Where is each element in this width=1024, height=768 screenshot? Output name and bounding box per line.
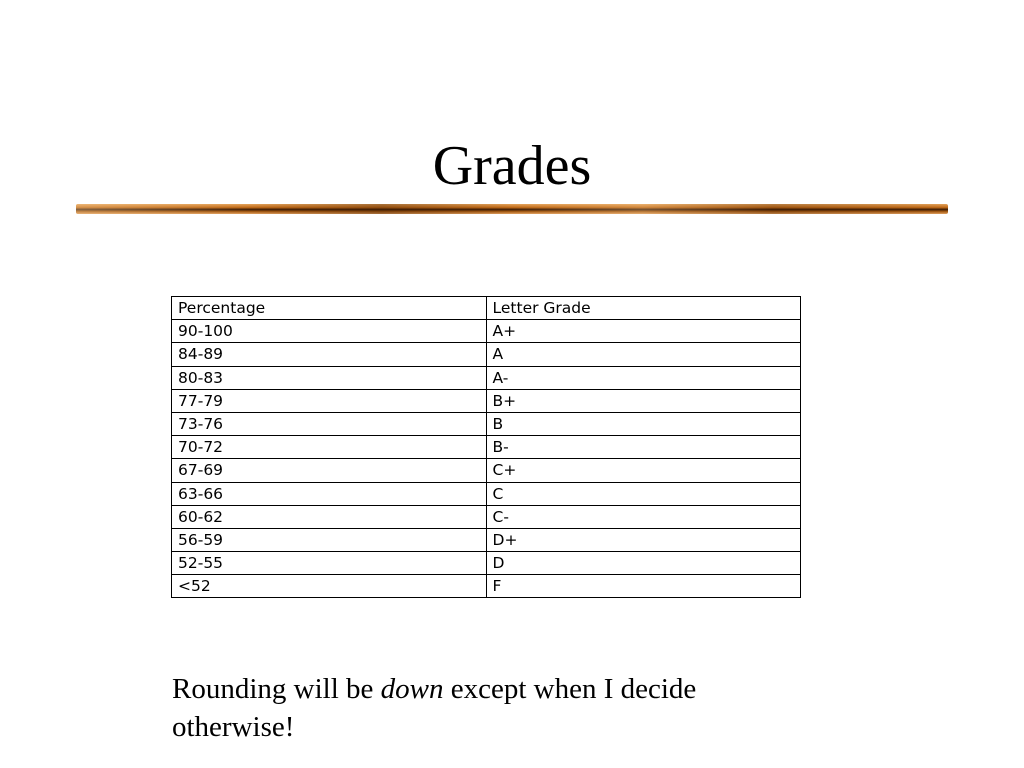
table-row bbox=[172, 575, 801, 598]
letter-grade-cell: A+ bbox=[486, 320, 800, 343]
letter-grade-cell: C+ bbox=[486, 459, 800, 482]
header-percentage: Percentage bbox=[172, 297, 487, 320]
table-row bbox=[172, 389, 801, 412]
table-row bbox=[172, 412, 801, 435]
percentage-cell: 77-79 bbox=[172, 389, 487, 412]
table-header-row bbox=[172, 297, 801, 320]
table-row bbox=[172, 505, 801, 528]
slide-title: Grades bbox=[432, 135, 592, 197]
note-text-before: Rounding will be bbox=[172, 673, 381, 705]
letter-grade-cell: A- bbox=[486, 366, 800, 389]
percentage-cell: 56-59 bbox=[172, 528, 487, 551]
percentage-cell: 70-72 bbox=[172, 436, 487, 459]
table-row bbox=[172, 552, 801, 575]
percentage-cell: 84-89 bbox=[172, 343, 487, 366]
letter-grade-cell: B bbox=[486, 412, 800, 435]
percentage-cell: 80-83 bbox=[172, 366, 487, 389]
table-row bbox=[172, 482, 801, 505]
letter-grade-cell: C- bbox=[486, 505, 800, 528]
letter-grade-cell: B+ bbox=[486, 389, 800, 412]
percentage-cell: 90-100 bbox=[172, 320, 487, 343]
table-row bbox=[172, 343, 801, 366]
table-row bbox=[172, 366, 801, 389]
title-divider bbox=[76, 204, 948, 214]
letter-grade-cell: A bbox=[486, 343, 800, 366]
percentage-cell: 60-62 bbox=[172, 505, 487, 528]
percentage-cell: 73-76 bbox=[172, 412, 487, 435]
rounding-note bbox=[172, 670, 732, 746]
letter-grade-cell: C bbox=[486, 482, 800, 505]
note-text-after: except when I decide otherwise! bbox=[172, 673, 697, 743]
table-row bbox=[172, 528, 801, 551]
percentage-cell: 67-69 bbox=[172, 459, 487, 482]
table-row bbox=[172, 459, 801, 482]
letter-grade-cell: B- bbox=[486, 436, 800, 459]
percentage-cell: 52-55 bbox=[172, 552, 487, 575]
grade-table bbox=[171, 296, 801, 598]
table-row bbox=[172, 436, 801, 459]
letter-grade-cell: D bbox=[486, 552, 800, 575]
table-row bbox=[172, 320, 801, 343]
header-letter-grade: Letter Grade bbox=[486, 297, 800, 320]
percentage-cell: 63-66 bbox=[172, 482, 487, 505]
percentage-cell: <52 bbox=[172, 575, 487, 598]
letter-grade-cell: F bbox=[486, 575, 800, 598]
note-emphasis: down bbox=[380, 673, 444, 705]
letter-grade-cell: D+ bbox=[486, 528, 800, 551]
